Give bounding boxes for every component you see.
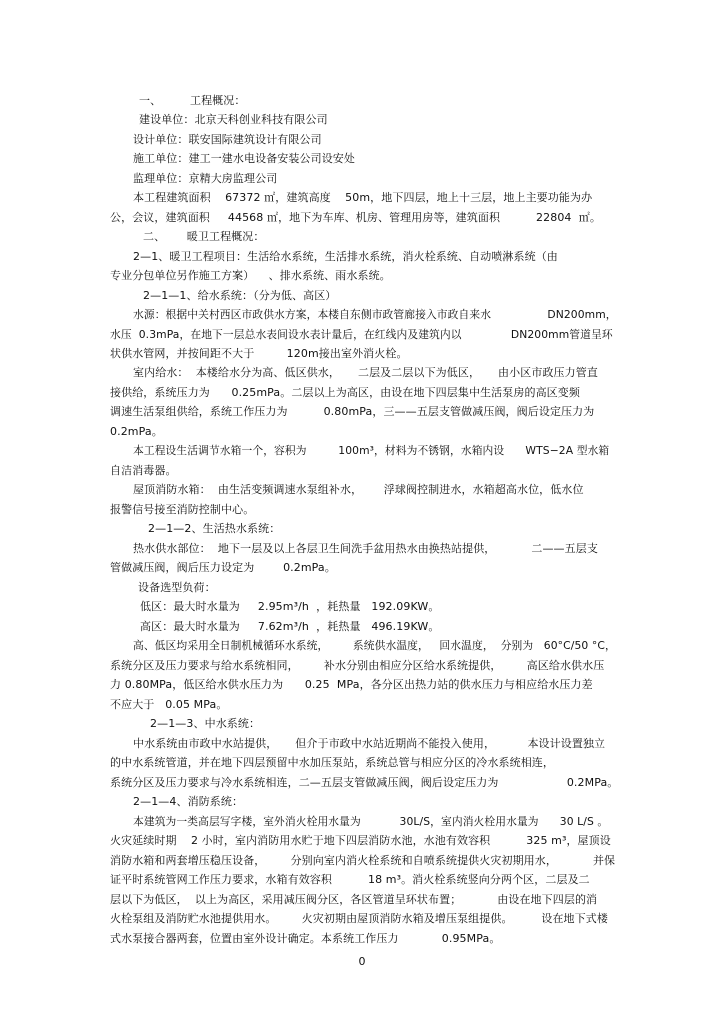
text-line: 火灾延续时期 2 小时，室内消防用水贮于地下四层消防水池，水池有效容积 325 m³，屋顶设 [110,834,611,847]
text-line: 式水泵接合器两套，位置由室外设计确定。本系统工作压力 0.95MPa。 [110,932,501,945]
subsection-heading: 2—1—3、中水系统： [150,717,261,730]
text-line: 消防水箱和两套增压稳压设备， 分别向室内消火栓系统和自喷系统提供火灾初期用水， 并保 [110,854,616,867]
text-line: 设备选型负荷： [138,581,216,594]
text-line: 自洁消毒器。 [110,464,177,477]
text-line: 高区：最大时水量为 7.62m³/h ，耗热量 496.19KW。 [140,620,440,633]
text-line: 建设单位：北京天科创业科技有限公司 [139,113,328,126]
text-line: 设计单位：联安国际建筑设计有限公司 [133,133,322,146]
page-number: 0 [358,955,366,968]
text-line: 高、低区均采用全日制机械循环水系统， 系统供水温度， 回水温度， 分别为 60°C/50 °C， [133,639,616,652]
text-line: 屋顶消防水箱： 由生活变频调速水泵组补水， 浮球阀控制进水，水箱超高水位，低水位 [133,483,584,496]
text-line: 不应大于 0.05 MPa。 [110,698,228,711]
subsection-heading: 2—1—4、消防系统： [133,795,244,808]
text-line: 水压 0.3mPa，在地下一层总水表间设水表计量后，在红线内及建筑内以 DN200mm管道呈环 [110,328,613,341]
text-line: 调速生活泵组供给，系统工作压力为 0.80mPa，三——五层支管做减压阀，阀后设定压力为 [110,405,595,418]
text-line: 施工单位：建工一建水电设备安装公司设安处 [133,152,355,165]
text-line: 2—1、暖卫工程项目：生活给水系统，生活排水系统，消火栓系统、自动喷淋系统（由 [133,250,558,263]
text-line: 0.2mPa。 [110,425,163,438]
text-line: 管做减压阀，阀后压力设定为 0.2mPa。 [110,561,336,574]
text-line: 火栓泵组及消防贮水池提供用水。 火灾初期由屋顶消防水箱及增压泵组提供。 设在地下式楼 [110,912,608,925]
text-line: 水源：根据中关村西区市政供水方案，本楼自东侧市政管廊接入市政自来水 DN200mm， [133,308,617,321]
text-line: 状供水管网，并按间距不大于 120m接出室外消火栓。 [110,347,408,360]
text-line: 本工程设生活调节水箱一个，容积为 100m³，材料为不锈钢，水箱内设 WTS−2A 型水箱 [133,444,610,457]
text-line: 中水系统由市政中水站提供， 但介于市政中水站近期尚不能投入使用， 本设计设置独立 [133,737,606,750]
subsection-heading: 2—1—1、给水系统：（分为低、高区） [143,289,337,302]
text-line: 层以下为低区， 以上为高区，采用减压阀分区，各区管道呈环状布置； 由设在地下四层的消 [110,893,598,906]
section-heading-1: 一、 工程概况： [139,94,246,107]
text-line: 专业分包单位另作施工方案） 、排水系统、雨水系统。 [110,269,391,282]
text-line: 本建筑为一类高层写字楼，室外消火栓用水量为 30L/S，室内消火栓用水量为 30 L/S 。 [133,815,609,828]
text-line: 监理单位：京精大房监理公司 [133,172,278,185]
text-line: 公，会议，建筑面积 44568 ㎡，地下为车库、机房、管理用房等，建筑面积 22804 ㎡。 [110,211,601,224]
text-line: 证平时系统管网工作压力要求，水箱有效容积 18 m³。消火栓系统竖向分两个区，二层及二 [110,873,590,886]
text-line: 低区：最大时水量为 2.95m³/h ，耗热量 192.09KW。 [140,600,440,613]
subsection-heading: 2—1—2、生活热水系统： [148,522,281,535]
text-line: 系统分区及压力要求与给水系统相同， 补水分别由相应分区给水系统提供， 高区给水供水压 [110,659,605,672]
section-heading-2: 二、 暖卫工程概况： [143,230,265,243]
text-line: 接供给，系统压力为 0.25mPa。二层以上为高区，由设在地下四层集中生活泵房的高区变频 [110,386,580,399]
text-line: 室内给水： 本楼给水分为高、低区供水， 二层及二层以下为低区， 由小区市政压力管直 [133,366,598,379]
text-line: 报警信号接至消防控制中心。 [110,503,255,516]
text-line: 的中水系统管道，并在地下四层预留中水加压泵站，系统总管与相应分区的冷水系统相连， [110,756,554,769]
text-line: 热水供水部位： 地下一层及以上各层卫生间洗手盆用热水由换热站提供， 二——五层支 [133,542,598,555]
text-line: 本工程建筑面积 67372 ㎡，建筑高度 50m，地下四层，地上十三层，地上主要功能为办 [133,191,593,204]
text-line: 力 0.80MPa，低区给水供水压力为 0.25 MPa，各分区出热力站的供水压力与相应给水压力差 [110,678,593,691]
text-line: 系统分区及压力要求与冷水系统相连，二—五层支管做减压阀，阀后设定压力为 0.2MPa。 [110,776,619,789]
